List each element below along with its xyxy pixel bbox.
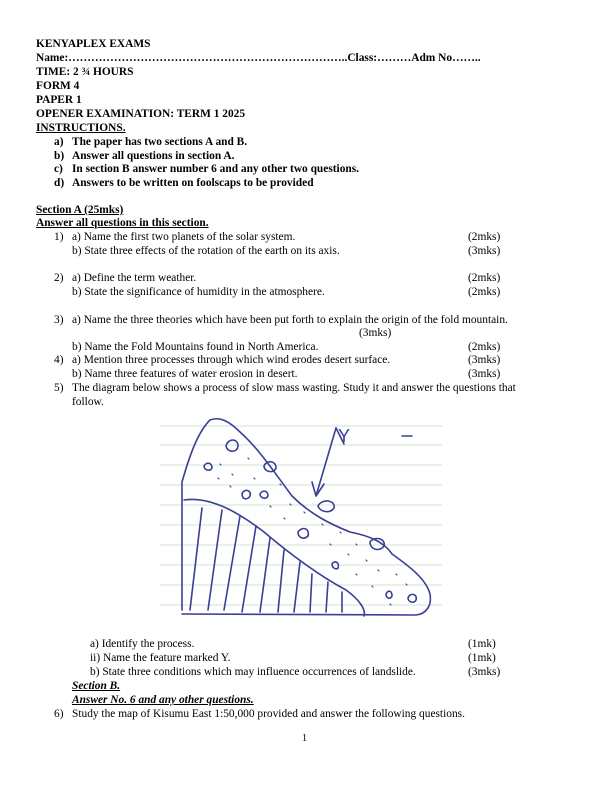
question-part: b) State three conditions which may influence occurrences of landslide. [90, 666, 416, 678]
question-number: 3) [54, 314, 64, 326]
question-number: 5) [54, 382, 64, 394]
marks: (1mk) [468, 638, 496, 650]
question-text: The diagram below shows a process of slow mass wasting. Study it and answer the questions that [72, 382, 516, 394]
section-b-heading: Section B. [72, 680, 121, 692]
slope-outline [182, 419, 430, 615]
instruction-label: a) [54, 136, 64, 148]
marks: (2mks) [468, 341, 501, 353]
section-a-subheading: Answer all questions in this section. [36, 217, 209, 229]
question-part: a) Mention three processes through which wind erodes desert surface. [72, 354, 391, 366]
question-number: 4) [54, 354, 64, 366]
instruction-label: c) [54, 163, 63, 175]
question-part: a) Name the three theories which have been put forth to explain the origin of the fold mountain. [72, 314, 508, 326]
instruction-text: Answer all questions in section A. [72, 150, 235, 162]
question-part: a) Identify the process. [90, 638, 195, 650]
instruction-text: Answers to be written on foolscaps to be provided [72, 177, 314, 189]
question-number: 2) [54, 272, 64, 284]
exam-title: OPENER EXAMINATION: TERM 1 2025 [36, 108, 246, 120]
question-part: a) Define the term weather. [72, 272, 197, 284]
marks: (3mks) [359, 327, 392, 339]
instruction-text: In section B answer number 6 and any other two questions. [72, 163, 360, 175]
marks: (3mks) [468, 666, 501, 678]
school-name: KENYAPLEX EXAMS [36, 38, 151, 50]
question-part: ii) Name the feature marked Y. [90, 652, 231, 664]
question-text: Study the map of Kisumu East 1:50,000 provided and answer the following questions. [72, 708, 465, 720]
question-part: b) Name the Fold Mountains found in North America. [72, 341, 319, 353]
marks: (2mks) [468, 231, 501, 243]
instructions-heading: INSTRUCTIONS. [36, 122, 126, 134]
instruction-label: d) [54, 177, 65, 189]
marks: (2mks) [468, 286, 501, 298]
marks: (3mks) [468, 245, 501, 257]
paper-number: PAPER 1 [36, 94, 82, 106]
question-text: follow. [72, 396, 104, 408]
mass-wasting-diagram [160, 414, 442, 620]
rock-fragments [204, 440, 416, 602]
question-part: b) State the significance of humidity in the atmosphere. [72, 286, 325, 298]
marks: (1mk) [468, 652, 496, 664]
question-number: 6) [54, 708, 64, 720]
marks: (2mks) [468, 272, 501, 284]
marks: (3mks) [468, 354, 501, 366]
feature-y-label: Y [338, 426, 351, 446]
question-number: 1) [54, 231, 64, 243]
marks: (3mks) [468, 368, 501, 380]
question-part: a) Name the first two planets of the solar system. [72, 231, 296, 243]
exam-time: TIME: 2 ¾ HOURS [36, 66, 134, 78]
question-part: b) Name three features of water erosion in desert. [72, 368, 298, 380]
form-level: FORM 4 [36, 80, 80, 92]
page-number: 1 [302, 733, 307, 744]
feature-y-arrow [312, 428, 336, 496]
question-part: b) State three effects of the rotation of the earth on its axis. [72, 245, 340, 257]
section-a-heading: Section A (25mks) [36, 204, 124, 216]
bedrock-hatching [190, 508, 342, 612]
instruction-label: b) [54, 150, 65, 162]
name-class-adm-line: Name:………………………………………………………………..Class:………Adm No…….. [36, 52, 481, 64]
ruled-lines [160, 426, 442, 605]
slip-plane [184, 499, 364, 616]
section-b-subheading: Answer No. 6 and any other questions. [72, 694, 254, 706]
instruction-text: The paper has two sections A and B. [72, 136, 248, 148]
